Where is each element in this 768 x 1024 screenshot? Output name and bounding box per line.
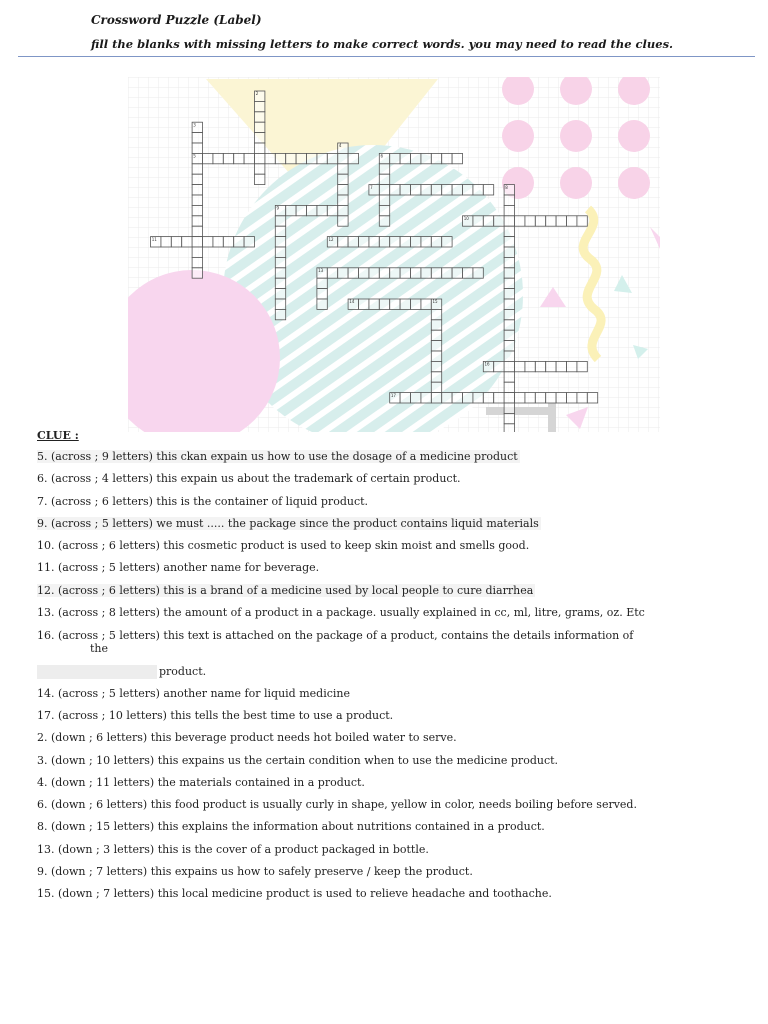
crossword-cell[interactable] <box>452 268 462 278</box>
crossword-cell[interactable] <box>286 153 296 163</box>
crossword-cell[interactable] <box>203 237 213 247</box>
crossword-cell[interactable] <box>275 237 285 247</box>
clue-number: 13 <box>318 268 324 273</box>
crossword-cell[interactable] <box>567 216 577 226</box>
crossword-cell[interactable] <box>338 205 348 215</box>
clue-item: 13. (across ; 8 letters) the amount of a product in a package. usually explained in cc, ml, litre, grams, oz. Etc <box>37 606 645 619</box>
crossword-cell[interactable] <box>255 112 265 122</box>
crossword-cell[interactable] <box>504 195 514 205</box>
crossword-cell[interactable] <box>411 299 421 309</box>
crossword-cell[interactable] <box>192 268 202 278</box>
crossword-cell[interactable] <box>504 247 514 257</box>
crossword-cell[interactable] <box>390 185 400 195</box>
crossword-cell[interactable] <box>369 268 379 278</box>
crossword-cell[interactable] <box>379 205 389 215</box>
crossword-cell[interactable] <box>244 153 254 163</box>
crossword-cell[interactable] <box>379 164 389 174</box>
crossword-cell[interactable] <box>504 278 514 288</box>
crossword-cell[interactable] <box>317 205 327 215</box>
crossword-cell[interactable] <box>255 164 265 174</box>
crossword-cell[interactable] <box>431 330 441 340</box>
crossword-cell[interactable] <box>275 153 285 163</box>
crossword-cell[interactable] <box>515 361 525 371</box>
clue-item: 8. (down ; 15 letters) this explains the information about nutritions contained in a product. <box>37 820 545 833</box>
clue-item: 11. (across ; 5 letters) another name for beverage. <box>37 561 320 574</box>
clue-item: 10. (across ; 6 letters) this cosmetic product is used to keep skin moist and smells good. <box>37 539 530 552</box>
clue-continuation: product. <box>159 665 207 678</box>
crossword-cell[interactable] <box>504 289 514 299</box>
crossword-cell[interactable] <box>359 299 369 309</box>
crossword-cell[interactable] <box>504 341 514 351</box>
crossword-cell[interactable] <box>442 185 452 195</box>
crossword-cell[interactable] <box>442 237 452 247</box>
crossword-cell[interactable] <box>286 205 296 215</box>
crossword-cell[interactable] <box>411 268 421 278</box>
crossword-cell[interactable] <box>504 361 514 371</box>
crossword-cell[interactable] <box>452 153 462 163</box>
clue-number: 3 <box>193 122 196 128</box>
crossword-cell[interactable] <box>431 393 441 403</box>
decorative-background <box>128 77 660 432</box>
clue-number: 8 <box>505 184 508 190</box>
crossword-cell[interactable] <box>431 320 441 330</box>
crossword-cell[interactable] <box>234 237 244 247</box>
crossword-cell[interactable] <box>192 174 202 184</box>
crossword-cell[interactable] <box>473 216 483 226</box>
crossword-cell[interactable] <box>192 185 202 195</box>
crossword-cell[interactable] <box>400 237 410 247</box>
crossword-cell[interactable] <box>338 268 348 278</box>
crossword-cell[interactable] <box>255 153 265 163</box>
clue-item: 13. (down ; 3 letters) this is the cover of a product packaged in bottle. <box>37 843 429 856</box>
crossword-cell[interactable] <box>359 268 369 278</box>
crossword-cell[interactable] <box>192 133 202 143</box>
clue-item: 14. (across ; 5 letters) another name for liquid medicine <box>37 687 350 700</box>
crossword-cell[interactable] <box>411 153 421 163</box>
crossword-cell[interactable] <box>577 393 587 403</box>
crossword-cell[interactable] <box>317 299 327 309</box>
crossword-cell[interactable] <box>504 205 514 215</box>
crossword-cell[interactable] <box>275 309 285 319</box>
clue-item: 3. (down ; 10 letters) this expains us the certain condition when to use the medicine product. <box>37 754 559 767</box>
crossword-cell[interactable] <box>223 237 233 247</box>
crossword-cell[interactable] <box>390 153 400 163</box>
crossword-cell[interactable] <box>504 216 514 226</box>
crossword-cell[interactable] <box>463 393 473 403</box>
crossword-cell[interactable] <box>515 216 525 226</box>
clue-item: 9. (across ; 5 letters) we must ..... the package since the product contains liquid materials <box>37 517 539 530</box>
crossword-cell[interactable] <box>275 247 285 257</box>
crossword-cell[interactable] <box>483 185 493 195</box>
crossword-cell[interactable] <box>192 226 202 236</box>
crossword-cell[interactable] <box>421 299 431 309</box>
crossword-cell[interactable] <box>483 393 493 403</box>
clue-continuation: the <box>90 642 109 655</box>
crossword-puzzle <box>128 77 660 432</box>
highlight-bar <box>37 665 157 679</box>
crossword-cell[interactable] <box>546 361 556 371</box>
crossword-cell[interactable] <box>431 341 441 351</box>
crossword-cell[interactable] <box>463 268 473 278</box>
crossword-cell[interactable] <box>504 237 514 247</box>
crossword-cell[interactable] <box>338 185 348 195</box>
crossword-cell[interactable] <box>244 237 254 247</box>
crossword-cell[interactable] <box>296 205 306 215</box>
crossword-cell[interactable] <box>504 226 514 236</box>
crossword-cell[interactable] <box>431 351 441 361</box>
crossword-cell[interactable] <box>255 101 265 111</box>
crossword-cell[interactable] <box>213 237 223 247</box>
crossword-cell[interactable] <box>379 216 389 226</box>
clue-heading: CLUE : <box>37 429 79 442</box>
clue-number: 17 <box>390 392 396 398</box>
clue-number: 10 <box>463 216 469 221</box>
crossword-cell[interactable] <box>390 299 400 309</box>
clue-item: 12. (across ; 6 letters) this is a brand of a medicine used by local people to cure diarrhea <box>37 584 534 597</box>
clue-item: 17. (across ; 10 letters) this tells the best time to use a product. <box>37 709 394 722</box>
crossword-cell[interactable] <box>223 153 233 163</box>
crossword-cell[interactable] <box>421 153 431 163</box>
clue-number: 4 <box>338 143 342 149</box>
crossword-cell[interactable] <box>317 153 327 163</box>
crossword-cell[interactable] <box>338 164 348 174</box>
crossword-cell[interactable] <box>348 268 358 278</box>
crossword-cell[interactable] <box>421 268 431 278</box>
crossword-cell[interactable] <box>234 153 244 163</box>
crossword-cell[interactable] <box>327 268 337 278</box>
crossword-cell[interactable] <box>192 237 202 247</box>
crossword-cell[interactable] <box>390 237 400 247</box>
clue-item: 6. (down ; 6 letters) this food product is usually curly in shape, yellow in color, needs boiling before served. <box>37 798 637 811</box>
crossword-cell[interactable] <box>546 216 556 226</box>
crossword-cell[interactable] <box>307 153 317 163</box>
crossword-cell[interactable] <box>504 413 514 423</box>
crossword-cell[interactable] <box>255 133 265 143</box>
crossword-cell[interactable] <box>421 185 431 195</box>
instructions: fill the blanks with missing letters to make correct words. you may need to read the clues. <box>91 37 674 51</box>
crossword-cell[interactable] <box>192 143 202 153</box>
crossword-cell[interactable] <box>431 309 441 319</box>
crossword-cell[interactable] <box>421 237 431 247</box>
crossword-cell[interactable] <box>442 153 452 163</box>
crossword-cell[interactable] <box>390 268 400 278</box>
crossword-cell[interactable] <box>504 382 514 392</box>
clue-number: 11 <box>151 236 157 242</box>
crossword-cell[interactable] <box>431 185 441 195</box>
crossword-cell[interactable] <box>213 153 223 163</box>
crossword-cell[interactable] <box>587 393 597 403</box>
crossword-cell[interactable] <box>504 372 514 382</box>
crossword-cell[interactable] <box>192 257 202 267</box>
crossword-cell[interactable] <box>379 174 389 184</box>
crossword-cell[interactable] <box>359 237 369 247</box>
crossword-cell[interactable] <box>431 382 441 392</box>
crossword-cell[interactable] <box>504 257 514 267</box>
crossword-cell[interactable] <box>411 393 421 403</box>
crossword-cell[interactable] <box>338 216 348 226</box>
crossword-cell[interactable] <box>192 216 202 226</box>
crossword-cell[interactable] <box>255 174 265 184</box>
crossword-cell[interactable] <box>411 237 421 247</box>
crossword-cell[interactable] <box>494 361 504 371</box>
crossword-cell[interactable] <box>525 393 535 403</box>
clue-number: 15 <box>432 299 438 305</box>
crossword-cell[interactable] <box>546 393 556 403</box>
page-title: Crossword Puzzle (Label) <box>91 13 262 27</box>
crossword-cell[interactable] <box>307 205 317 215</box>
crossword-cell[interactable] <box>504 299 514 309</box>
header-divider <box>18 56 755 57</box>
crossword-cell[interactable] <box>504 330 514 340</box>
crossword-cell[interactable] <box>567 361 577 371</box>
crossword-cell[interactable] <box>525 361 535 371</box>
crossword-cell[interactable] <box>338 153 348 163</box>
crossword-cell[interactable] <box>431 361 441 371</box>
crossword-cell[interactable] <box>338 174 348 184</box>
crossword-cell[interactable] <box>431 372 441 382</box>
crossword-cell[interactable] <box>379 237 389 247</box>
crossword-cell[interactable] <box>161 237 171 247</box>
crossword-cell[interactable] <box>515 393 525 403</box>
clue-item: 16. (across ; 5 letters) this text is attached on the package of a product, contains the details information of <box>37 629 634 642</box>
crossword-cell[interactable] <box>192 205 202 215</box>
clue-item: 7. (across ; 6 letters) this is the container of liquid product. <box>37 495 369 508</box>
crossword-cell[interactable] <box>431 268 441 278</box>
crossword-cell[interactable] <box>421 393 431 403</box>
crossword-cell[interactable] <box>348 237 358 247</box>
clue-number: 5 <box>193 153 196 159</box>
clue-item: 5. (across ; 9 letters) this ckan expain us how to use the dosage of a medicine product <box>37 450 518 463</box>
clue-item: 15. (down ; 7 letters) this local medicine product is used to relieve headache and toothache. <box>37 887 552 900</box>
clue-item: 4. (down ; 11 letters) the materials contained in a product. <box>37 776 365 789</box>
crossword-cell[interactable] <box>535 216 545 226</box>
crossword-cell[interactable] <box>348 153 358 163</box>
clue-number: 2 <box>255 91 259 97</box>
crossword-cell[interactable] <box>504 403 514 413</box>
crossword-cell[interactable] <box>442 268 452 278</box>
clue-number: 16 <box>484 361 490 367</box>
crossword-cell[interactable] <box>577 216 587 226</box>
crossword-cell[interactable] <box>275 226 285 236</box>
crossword-cell[interactable] <box>473 185 483 195</box>
crossword-cell[interactable] <box>275 216 285 226</box>
crossword-cell[interactable] <box>504 309 514 319</box>
crossword-cell[interactable] <box>567 393 577 403</box>
crossword-cell[interactable] <box>494 393 504 403</box>
crossword-cell[interactable] <box>535 361 545 371</box>
clue-item: 6. (across ; 4 letters) this expain us about the trademark of certain product. <box>37 472 461 485</box>
crossword-cell[interactable] <box>327 205 337 215</box>
crossword-cell[interactable] <box>431 153 441 163</box>
crossword-cell[interactable] <box>317 289 327 299</box>
crossword-cell[interactable] <box>452 393 462 403</box>
crossword-cell[interactable] <box>400 393 410 403</box>
crossword-cell[interactable] <box>556 361 566 371</box>
crossword-cell[interactable] <box>535 393 545 403</box>
crossword-cell[interactable] <box>494 216 504 226</box>
crossword-cell[interactable] <box>473 393 483 403</box>
crossword-cell[interactable] <box>504 351 514 361</box>
crossword-cell[interactable] <box>379 299 389 309</box>
crossword-cell[interactable] <box>275 278 285 288</box>
crossword-cell[interactable] <box>275 268 285 278</box>
crossword-cell[interactable] <box>504 268 514 278</box>
crossword-cell[interactable] <box>525 216 535 226</box>
crossword-cell[interactable] <box>473 268 483 278</box>
crossword-cell[interactable] <box>203 153 213 163</box>
crossword-cell[interactable] <box>182 237 192 247</box>
crossword-cell[interactable] <box>265 153 275 163</box>
crossword-cell[interactable] <box>556 216 566 226</box>
crossword-cell[interactable] <box>192 195 202 205</box>
clue-number: 14 <box>349 299 355 305</box>
crossword-cell[interactable] <box>369 237 379 247</box>
crossword-cell[interactable] <box>463 185 473 195</box>
crossword-cell[interactable] <box>192 164 202 174</box>
crossword-cell[interactable] <box>411 185 421 195</box>
crossword-cell[interactable] <box>400 299 410 309</box>
crossword-cell[interactable] <box>255 122 265 132</box>
crossword-cell[interactable] <box>431 237 441 247</box>
crossword-cell[interactable] <box>327 153 337 163</box>
crossword-cell[interactable] <box>504 320 514 330</box>
crossword-cell[interactable] <box>556 393 566 403</box>
crossword-cell[interactable] <box>400 268 410 278</box>
crossword-cell[interactable] <box>317 278 327 288</box>
crossword-cell[interactable] <box>504 393 514 403</box>
clue-number: 12 <box>328 236 334 242</box>
crossword-cell[interactable] <box>275 289 285 299</box>
crossword-cell[interactable] <box>379 185 389 195</box>
crossword-cell[interactable] <box>400 153 410 163</box>
crossword-cell[interactable] <box>379 195 389 205</box>
crossword-cell[interactable] <box>192 247 202 257</box>
crossword-cell[interactable] <box>338 195 348 205</box>
clue-number: 6 <box>380 153 384 159</box>
crossword-cell[interactable] <box>504 424 514 432</box>
crossword-cell[interactable] <box>275 257 285 267</box>
crossword-cell[interactable] <box>171 237 181 247</box>
crossword-cell[interactable] <box>369 299 379 309</box>
crossword-cell[interactable] <box>400 185 410 195</box>
clue-number: 7 <box>370 184 373 190</box>
clue-item: 2. (down ; 6 letters) this beverage product needs hot boiled water to serve. <box>37 731 457 744</box>
crossword-cell[interactable] <box>483 216 493 226</box>
crossword-cell[interactable] <box>296 153 306 163</box>
crossword-cell[interactable] <box>255 143 265 153</box>
crossword-cell[interactable] <box>452 185 462 195</box>
crossword-cell[interactable] <box>442 393 452 403</box>
clue-number: 9 <box>276 205 280 211</box>
crossword-cell[interactable] <box>379 268 389 278</box>
crossword-cell[interactable] <box>338 237 348 247</box>
clue-item: 9. (down ; 7 letters) this expains us how to safely preserve / keep the product. <box>37 865 473 878</box>
crossword-cell[interactable] <box>577 361 587 371</box>
crossword-cell[interactable] <box>275 299 285 309</box>
